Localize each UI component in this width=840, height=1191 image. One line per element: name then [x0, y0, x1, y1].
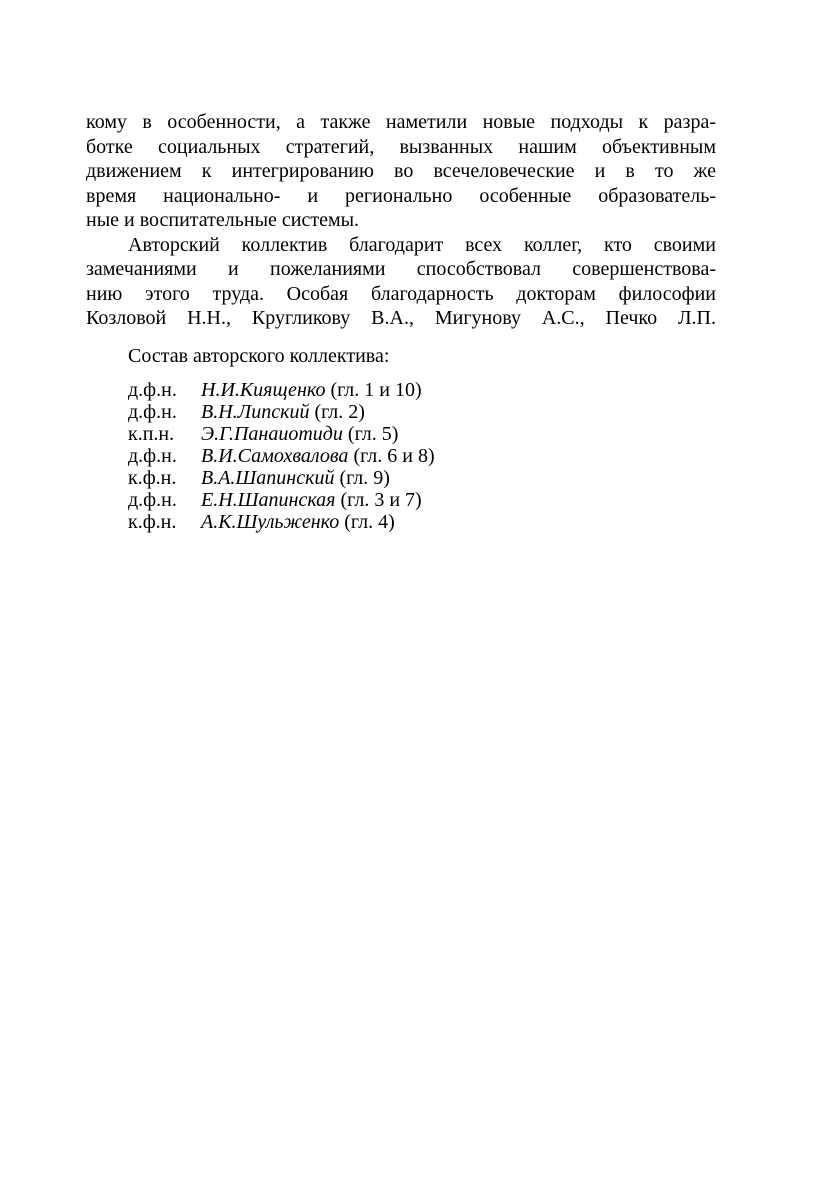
author-row	[128, 467, 716, 489]
author-row	[128, 511, 716, 533]
paragraph-2-line: нию этого труда. Особая благодарность докторам философии	[86, 282, 716, 305]
paragraph-2-line: замечаниями и пожеланиями способствовал совершенствова-	[86, 258, 716, 280]
author-chapters: (гл. 3 и 7)	[340, 489, 422, 511]
author-degree: д.ф.н.	[128, 489, 177, 511]
paragraph-1-line: ные и воспитательные системы.	[86, 209, 360, 231]
author-degree: к.п.н.	[128, 423, 175, 445]
author-name: А.К.Шульженко	[201, 511, 340, 533]
authors-heading: Состав авторского коллектива:	[128, 344, 390, 367]
author-name: Е.Н.Шапинская	[201, 489, 336, 511]
author-degree: к.ф.н.	[128, 511, 177, 533]
author-name: В.И.Самохвалова	[201, 445, 349, 467]
author-row	[128, 489, 716, 511]
author-chapters: (гл. 4)	[344, 511, 395, 533]
paragraph-1-line: время национально- и регионально особенные образователь-	[86, 184, 716, 207]
author-degree: д.ф.н.	[128, 445, 177, 467]
text-block	[86, 110, 716, 533]
author-row	[128, 423, 716, 445]
author-row	[128, 379, 716, 401]
paragraph-1	[86, 110, 716, 233]
author-row	[128, 445, 716, 467]
paragraph-1-line: ботке социальных стратегий, вызванных нашим объективным	[86, 135, 716, 158]
paragraph-1-line: движением к интегрированию во всечеловеческие и в то же	[86, 160, 716, 182]
paragraph-2-line: Козловой Н.Н., Кругликову В.А., Мигунову А.С., Печко Л.П.	[86, 307, 716, 329]
author-name: В.Н.Липский	[201, 401, 310, 423]
author-degree: к.ф.н.	[128, 467, 177, 489]
authors-list	[86, 379, 716, 533]
paragraph-2-line: Авторский коллектив благодарит всех коллег, кто своими	[128, 233, 716, 256]
author-row	[128, 401, 716, 423]
author-degree: д.ф.н.	[128, 401, 177, 423]
author-name: Э.Г.Панаиотиди	[201, 423, 343, 445]
paragraph-1-line: кому в особенности, а также наметили новые подходы к разра-	[86, 111, 716, 133]
paragraph-2	[86, 233, 716, 331]
author-name: Н.И.Киященко	[201, 379, 326, 401]
author-chapters: (гл. 9)	[339, 467, 390, 489]
author-chapters: (гл. 2)	[314, 401, 365, 423]
author-degree: д.ф.н.	[128, 379, 177, 401]
author-chapters: (гл. 1 и 10)	[330, 379, 422, 401]
author-chapters: (гл. 6 и 8)	[353, 445, 435, 467]
author-chapters: (гл. 5)	[347, 423, 399, 445]
author-name: В.А.Шапинский	[201, 467, 335, 489]
